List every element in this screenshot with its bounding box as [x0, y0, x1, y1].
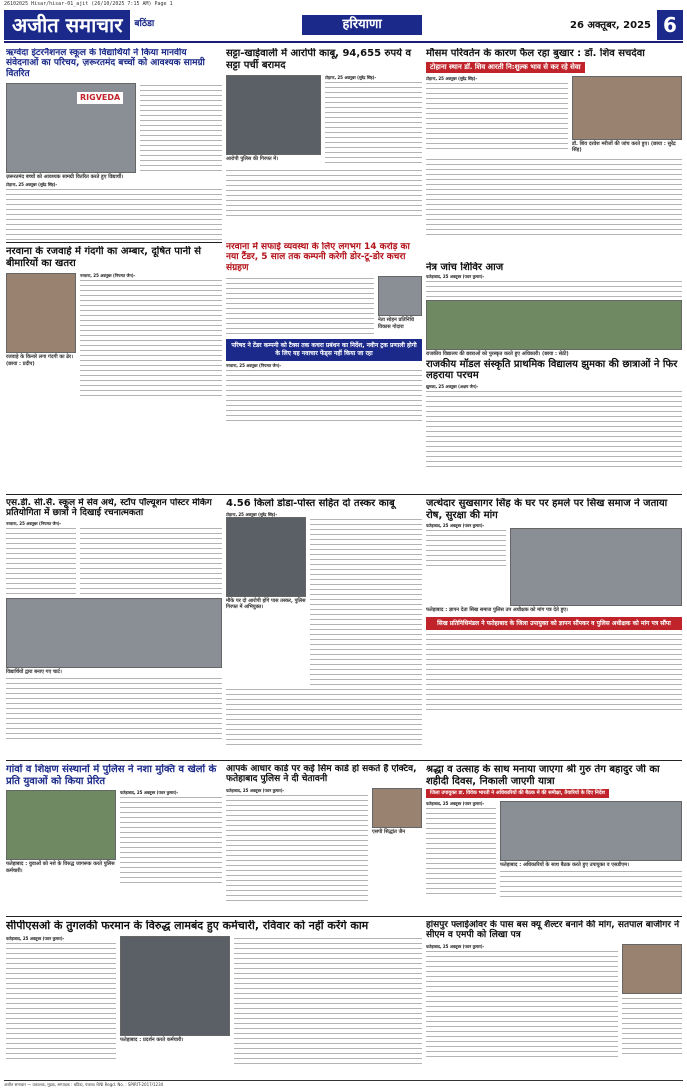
dateline: नरवाना, 25 अक्तूबर (नियमत जैन)-: [226, 362, 282, 368]
photo: [120, 936, 230, 1036]
headline: नरवाना के रजवाहे में गंदगी का अम्बार, दूषित पानी से बीमारियों का खतरा: [6, 246, 201, 269]
photo: [378, 276, 422, 316]
photo: [6, 273, 76, 353]
photo: [510, 528, 682, 606]
dateline: फतेहाबाद, 25 अक्तूबर (पवन कुमार)-: [426, 523, 485, 528]
dateline: फतेहाबाद, 25 अक्तूबर (पवन कुमार)-: [426, 943, 485, 949]
text-block: [426, 806, 496, 896]
section-title: [154, 15, 570, 36]
text-block: [6, 676, 222, 742]
dateline: फतेहाबाद, 25 अक्तूबर (पवन कुमार)-: [426, 273, 485, 279]
photo: [6, 790, 116, 860]
article-aadhaar: [226, 764, 422, 914]
headline: मौसम परिवर्तन के कारण फैल रहा बुखार : डॉ. शिव सचदेवा: [426, 48, 645, 59]
section-label: हरियाणा: [302, 15, 421, 36]
photo-caption: फतेहाबाद : ज्ञापन देता सिख समाज पुलिस उप अधीक्षक को मांग पत्र देते हुए।: [426, 607, 568, 614]
photo: [500, 801, 682, 861]
headline: गांवों व शिक्षण संस्थानों में पुलिस ने नशा मुक्ति व खेलों के प्रति युवाओं को किया प्रेरित: [6, 764, 217, 787]
photo-caption: रजवाहे के किनारे लगा गंदगी का ढेर। (छाया : प्रदीप): [6, 354, 73, 367]
article-weather: [426, 48, 682, 258]
article-cpsa: [6, 920, 422, 1075]
article-flyover: [426, 920, 682, 1070]
article-narwana-rajwahe: [6, 246, 222, 426]
text-block: [325, 80, 422, 166]
photo-caption: फतेहाबाद : प्रदर्शन करते कर्मचारी।: [120, 1036, 184, 1043]
imprint-footer: अजीत समाचार — प्रकाशक, मुद्रक, सम्पादक : बठिंडा, पंजाब। RNI Regd. No. : SPIRIT-2017/1234: [4, 1080, 683, 1087]
article-sdc-school: [6, 498, 222, 758]
text-block: [226, 168, 422, 218]
dateline: झुमका, 25 अक्तूबर (अक्षय जैन)-: [426, 383, 479, 389]
headline: जत्थेदार सुखसागर सिंह के घर पर हमले पर सिख समाज ने जताया रोष, सुरक्षा की मांग: [426, 498, 668, 521]
text-block: [234, 936, 422, 1064]
edition-city: बठिंडा: [134, 19, 155, 30]
dateline: फतेहाबाद, 25 अक्तूबर (पवन कुमार)-: [6, 935, 65, 941]
headline: नरवाना में सफाई व्यवस्था के लिए लगभग 14 करोड़ का नया टैंडर, 5 साल तक कम्पनी करेगी डोर-टू-डोर कचरा संग्रहण: [226, 242, 410, 273]
headline: आपके आधार कार्ड पर कई सिम कार्ड हो सकते हैं एक्टिव, फतेहाबाद पुलिस ने दी चेतावनी: [226, 764, 417, 785]
text-block: [426, 389, 682, 469]
text-block: [6, 187, 222, 240]
photo-caption: नेता सोहन प्रतिनिधि विकास गोदारा: [378, 317, 414, 330]
dateline: टोहाना, 25 अक्तूबर (सुरेंद्र सिंह)-: [325, 75, 377, 80]
photo-caption: डॉ. शिव दरवेश मरीजों की जांच करते हुए। (छाया : सुरेंद्र सिंह): [572, 140, 676, 154]
headline: हांसपुर फ्लाईओवर के पास बस क्यू शैल्टर बनाने की मांग, सतपाल बाजीगर ने सीएम व एमपी को लिखा पत्र: [426, 920, 680, 941]
photo: [226, 517, 306, 597]
photo-caption: फतेहाबाद : युवाओं को नशे के विरुद्ध जागरूक करते पुलिस कर्मचारी।: [6, 861, 115, 874]
headline: एस.डी. सी.सै. स्कूल में सेव अर्थ, स्टॉप पॉल्यूशन पोस्टर मेकिंग प्रतियोगिता में छात्रों ने दिखाई रचनात्मकता: [6, 498, 212, 519]
text-block: [6, 526, 76, 596]
text-block: [426, 528, 506, 568]
article-doda: [226, 498, 422, 758]
article-sukhsagar: [426, 498, 682, 758]
photo-caption: राजकीय विद्यालय की छात्राओं को पुरस्कृत करते हुए अधिकारी। (छाया : सेठी): [426, 351, 569, 357]
text-block: [310, 517, 422, 687]
dateline: टोहाना, 25 अक्तूबर (सुरेंद्र सिंह)-: [6, 181, 58, 187]
photo-caption: ज़रूरतमंद बच्चों को आवश्यक सामग्री वितरित करते हुए विद्यार्थी।: [6, 174, 124, 181]
text-block: [426, 632, 682, 712]
article-shraddha: [426, 764, 682, 914]
article-jhumka: [426, 300, 682, 490]
page-number: 6: [657, 10, 683, 40]
headline: श्रद्धा व उत्साह के साथ मनाया जाएगा श्री गुरु तेग बहादुर जी का शहीदी दिवस, निकाली जाएगी यात्रा: [426, 764, 660, 787]
dateline: टोहाना, 25 अक्तूबर (सुरेंद्र सिंह)-: [426, 75, 478, 81]
photo: [6, 83, 136, 173]
masthead: [4, 9, 683, 43]
photo-caption: एसपी सिद्धांत जैन: [372, 828, 406, 835]
article-nasha: [6, 764, 222, 914]
text-block: [426, 81, 568, 151]
text-block: [622, 996, 682, 1056]
text-block: [226, 368, 422, 422]
headline: सट्टा-खाईवाली में आरोपी काबू, 94,655 रुपये व सट्टा पर्ची बरामद: [226, 48, 412, 71]
photo: [372, 788, 422, 828]
photo: [426, 300, 682, 350]
text-block: [226, 793, 368, 903]
article-camp: [426, 262, 682, 302]
text-block: [226, 276, 374, 336]
text-block: [426, 949, 618, 1059]
photo-caption: आरोपी पुलिस की गिरफ्त में।: [226, 156, 279, 162]
text-block: [426, 157, 682, 237]
photo: [572, 76, 682, 140]
headline: 4.56 किलो डोडा-पोस्त सहित दो तस्कर काबू: [226, 498, 395, 509]
highlight-box: परिषद ने टेंडर कम्पनी को टैक्स तक कचरा प्रबंधन का निर्देश, नवीन ट्रक प्रणाली होगी के लिए यह नवाचार फेंड्स नहीं किया जा रहा: [226, 339, 422, 361]
text-block: [426, 279, 682, 297]
text-block: [80, 278, 222, 398]
photo: [226, 75, 321, 155]
photo: [6, 598, 222, 668]
subhead: जिला उपायुक्त डा. विवेक भारती ने अधिकारियों की बैठक में की समीक्षा, तैयारियों के दिए निर्देश: [426, 789, 609, 798]
article-narwana-safai: [226, 242, 422, 422]
issue-date: 26 अक्तूबर, 2025: [569, 19, 651, 31]
newspaper-brand: अजीत समाचार: [4, 10, 130, 40]
dateline: टोहाना, 25 अक्तूबर (सुरेंद्र सिंह)-: [226, 511, 278, 517]
text-block: [226, 687, 422, 747]
text-block: [500, 869, 682, 899]
article-rigveda: [6, 48, 222, 240]
photo-caption: विद्यार्थियों द्वारा बनाए गए चार्ट।: [6, 668, 62, 675]
subhead: टोहाना स्थान डॉ. शिव आरती नि:शुल्क भाव से कर रहे सेवा: [426, 62, 585, 73]
photo-caption: मौके पर दो आरोपी होंगे पास तस्कर, पुलिस गिरफ्त में अभियुक्त।: [226, 597, 306, 611]
headline: सीपीएसओ के तुगलकी फरमान के विरुद्ध लामबंद हुए कर्मचारी, रविवार को नहीं करेंगे काम: [6, 920, 369, 932]
text-block: [120, 795, 222, 885]
dateline: नरवाना, 25 अक्तूबर (नियमत जैन)-: [6, 520, 62, 526]
highlight-box: सिख प्रतिनिधिमंडल ने फतेहाबाद के जिला उपायुक्त को ज्ञापन सौंपकर व पुलिस अधीक्षक को मांग पत्र सौंपा: [426, 617, 682, 631]
text-block: [80, 526, 222, 596]
dateline: फतेहाबाद, 25 अक्तूबर (पवन कुमार)-: [226, 787, 285, 793]
print-strip: 26102025 Hisar/hisar-01_ajit (26/10/2025 7:15 AM) Page 1: [4, 1, 173, 7]
dateline: फतेहाबाद, 25 अक्तूबर (पवन कुमार)-: [426, 800, 485, 806]
dateline: नरवाना, 25 अक्तूबर (नियमत जैन)-: [80, 273, 136, 278]
photo: [622, 944, 682, 994]
text-block: [6, 941, 116, 1061]
headline: राजकीय मॉडल संस्कृति प्राथमिक विद्यालय झुमका की छात्राओं ने फिर लहराया परचम: [426, 358, 678, 381]
headline: नेत्र जांच शिविर आज: [426, 262, 504, 273]
headline: ऋग्वेदा इंटरनैशनल स्कूल के विद्यार्थियों ने किया मानवीय संवेदनाओं का परिचय, ज़रूरतमंद बच्चों को आवश्यक सामग्री वितरित: [6, 48, 205, 79]
school-logo: RIGVEDA: [77, 92, 123, 104]
dateline: फतेहाबाद, 25 अक्तूबर (पवन कुमार)-: [120, 790, 179, 795]
article-satta: [226, 48, 422, 238]
photo-caption: फतेहाबाद : अधिकारियों के साथ बैठक करते हुए उपायुक्त व एसडीएम।: [500, 861, 630, 868]
text-block: [140, 83, 222, 173]
